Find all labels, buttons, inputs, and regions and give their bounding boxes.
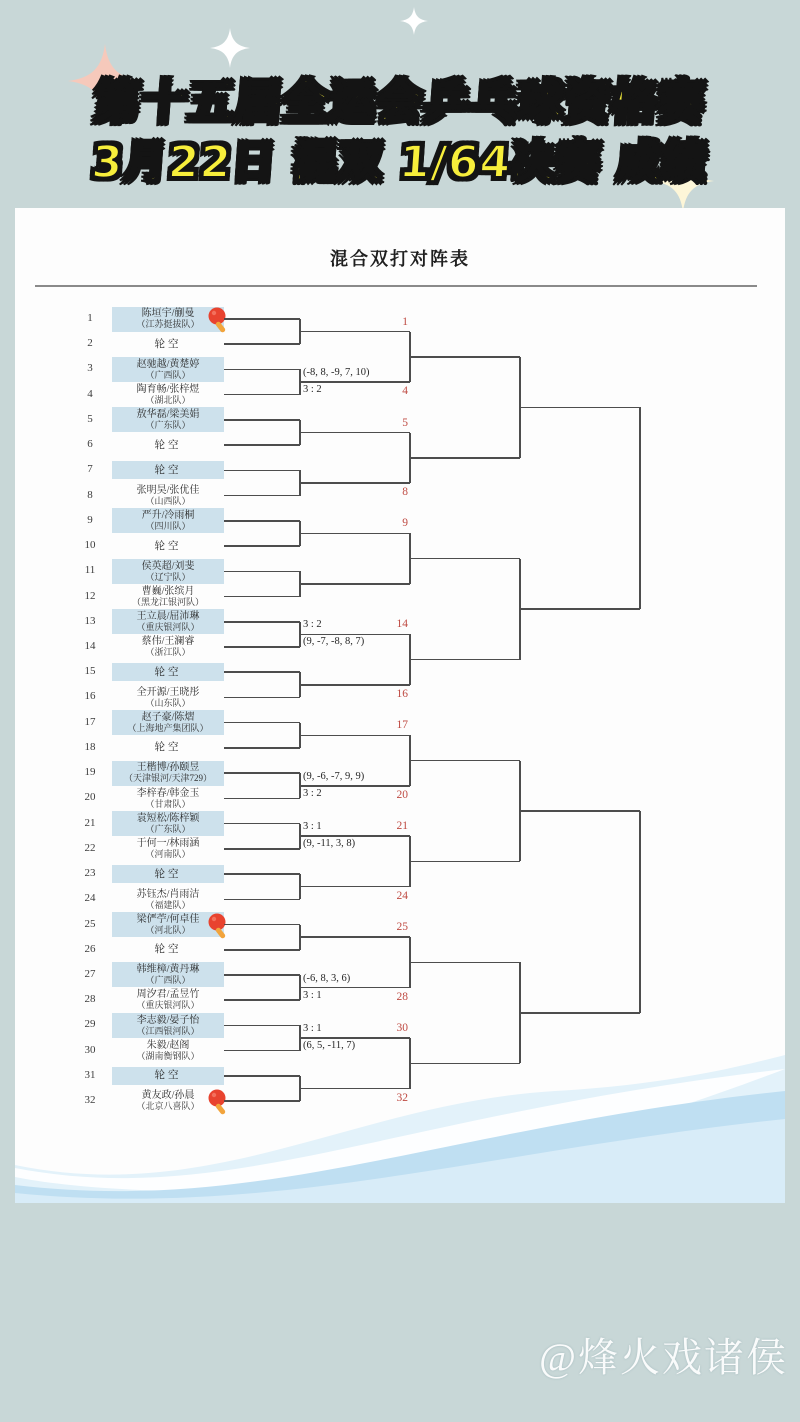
pair-team: （甘肃队） [145, 798, 191, 809]
bracket-entry [112, 584, 224, 609]
entry-line [224, 924, 300, 926]
entry-line [224, 318, 300, 320]
seed-number: 24 [84, 892, 96, 905]
bracket-entry [112, 537, 224, 555]
entry-line [224, 520, 300, 522]
seed-number: 5 [87, 412, 93, 425]
entry-line [224, 747, 300, 749]
winner-number: 30 [396, 1022, 408, 1035]
entry-line [224, 621, 300, 623]
match-score: (-8, 8, -9, 7, 10) [303, 367, 370, 379]
match-score: (6, 5, -11, 7) [303, 1040, 356, 1052]
entry-line [224, 343, 300, 345]
bracket-entry [112, 357, 224, 382]
pair-names: 赵子豪/陈熠 [141, 711, 195, 723]
round1-output [300, 987, 410, 989]
poster-title-line2: 3月22日 混双 1/64决赛 成绩 [90, 137, 710, 188]
seed-number: 9 [87, 513, 93, 526]
entry-line [224, 798, 300, 800]
entry-line [224, 470, 300, 472]
match-score: (9, -6, -7, 9, 9) [303, 770, 365, 782]
bye-label: 轮空 [154, 1070, 182, 1082]
round1-output [300, 835, 410, 837]
entry-line [224, 671, 300, 673]
bracket-entry [112, 761, 224, 786]
entry-line [224, 949, 300, 951]
bracket-entry [112, 407, 224, 432]
bracket-entry [112, 663, 224, 681]
round2-output [410, 962, 520, 964]
entry-line [224, 444, 300, 446]
round1-output [300, 381, 410, 383]
entry-line [224, 1025, 300, 1027]
entry-line [224, 646, 300, 648]
seed-number: 28 [84, 993, 96, 1006]
round3-output [520, 1012, 640, 1014]
pair-names: 侯英超/刘斐 [141, 560, 195, 572]
bracket-entry [112, 1013, 224, 1038]
entry-line [224, 419, 300, 421]
seed-number: 26 [84, 942, 96, 955]
bracket-entry [112, 461, 224, 479]
round1-output [300, 331, 410, 333]
seed-number: 1 [87, 312, 93, 324]
entry-line [224, 823, 300, 825]
match-score: 3 : 2 [303, 619, 322, 631]
round3-output [520, 810, 640, 812]
seed-number: 19 [84, 766, 96, 779]
winner-number: 24 [396, 889, 408, 902]
round2-output [410, 558, 520, 560]
match-score: (9, -7, -8, 8, 7) [303, 636, 365, 648]
entry-line [224, 848, 300, 850]
pair-team: （重庆银河队） [136, 622, 200, 632]
seed-number: 23 [84, 867, 96, 880]
table-tennis-paddle-icon [206, 912, 232, 942]
bye-label: 轮空 [154, 666, 182, 678]
table-tennis-paddle-icon [206, 306, 232, 336]
seed-number: 12 [84, 589, 96, 602]
pair-team: （黑龙江银河队） [131, 596, 204, 607]
entry-line [224, 571, 300, 573]
round4-connector [639, 407, 641, 609]
entry-line [224, 1100, 300, 1102]
bracket-entry [112, 483, 224, 508]
bracket-entry [112, 988, 224, 1013]
match-score: 3 : 1 [303, 989, 322, 1001]
seed-number: 16 [84, 690, 96, 703]
pair-names: 蔡伟/王澜睿 [141, 636, 195, 648]
winner-number: 32 [396, 1091, 408, 1104]
poster-title-line1: 第十五届全运会乒乓球资格赛 [92, 75, 708, 129]
pair-names: 韩维樟/黄丹琳 [136, 964, 200, 976]
pair-team: （福建队） [145, 899, 191, 910]
round1-output [300, 634, 410, 636]
seed-number: 21 [84, 816, 96, 829]
watermark: @烽火戏诸侯 [539, 1335, 788, 1380]
bye-label: 轮空 [154, 868, 182, 880]
bracket-entry [112, 941, 224, 959]
entry-line [224, 369, 300, 371]
bracket-entry [112, 1038, 224, 1063]
match-score: 3 : 1 [303, 821, 322, 833]
sparkle-icon [400, 0, 428, 42]
pair-names: 张明昊/张优佳 [136, 484, 200, 496]
pair-names: 梁俨苧/何卓佳 [136, 913, 200, 925]
round2-output [410, 760, 520, 762]
bracket-entry [112, 887, 224, 912]
bye-label: 轮空 [154, 540, 182, 552]
bye-label: 轮空 [154, 944, 182, 956]
bracket-entry [112, 609, 224, 634]
seed-number: 4 [87, 387, 93, 400]
pair-team: （广西队） [145, 369, 191, 380]
entry-line [224, 697, 300, 699]
seed-number: 31 [84, 1068, 96, 1081]
table-tennis-paddle-icon [206, 1088, 232, 1118]
bracket-entry [112, 1067, 224, 1085]
entry-line [224, 1050, 300, 1052]
pair-team: （湖南衡钢队） [136, 1050, 200, 1061]
round1-output [300, 583, 410, 585]
pair-names: 全开源/王晓彤 [136, 686, 200, 698]
winner-number: 9 [402, 517, 408, 530]
entry-line [224, 772, 300, 774]
bye-label: 轮空 [154, 338, 182, 350]
entry-line [224, 596, 300, 598]
winner-number: 25 [396, 921, 408, 934]
seed-number: 13 [84, 614, 96, 627]
winner-number: 21 [396, 820, 408, 833]
pair-team: （江西银河队） [136, 1025, 200, 1036]
seed-number: 20 [84, 791, 96, 804]
seed-number: 30 [84, 1043, 96, 1056]
pair-team: （江苏挺拔队） [136, 319, 200, 330]
bracket-entry [112, 508, 224, 533]
bracket-entry [112, 634, 224, 659]
pair-names: 李梓春/韩金玉 [136, 787, 200, 799]
bracket-entry [112, 559, 224, 584]
round2-output [410, 457, 520, 459]
winner-number: 14 [396, 618, 408, 631]
entry-line [224, 545, 300, 547]
seed-number: 7 [87, 463, 93, 476]
round1-output [300, 785, 410, 787]
seed-number: 8 [87, 488, 93, 501]
seed-number: 15 [84, 665, 96, 678]
pair-names: 黄友政/孙晨 [141, 1090, 195, 1102]
round1-output [300, 482, 410, 484]
pair-team: （山东队） [145, 697, 191, 708]
pair-names: 李志毅/晏子怡 [136, 1014, 200, 1026]
pair-team: （河南队） [145, 849, 191, 860]
match-score: 3 : 2 [303, 384, 322, 396]
entry-line [224, 999, 300, 1001]
pair-team: （河北队） [145, 924, 191, 935]
seed-number: 27 [84, 967, 96, 980]
winner-number: 17 [396, 719, 408, 732]
winner-number: 28 [396, 990, 408, 1003]
bracket-entry [112, 685, 224, 710]
pair-team: （广东队） [145, 420, 191, 431]
seed-number: 22 [84, 841, 96, 854]
pair-team: （重庆银河队） [136, 1000, 200, 1011]
bracket-entry [112, 836, 224, 861]
pair-names: 周汐君/孟昱竹 [136, 989, 200, 1001]
bracket-entry [112, 335, 224, 353]
entry-line [224, 974, 300, 976]
bye-label: 轮空 [154, 439, 182, 451]
pair-team: （广东队） [145, 823, 191, 834]
seed-number: 2 [87, 337, 93, 350]
bracket-entry [112, 811, 224, 836]
round1-output [300, 533, 410, 535]
seed-number: 6 [87, 438, 93, 451]
winner-number: 8 [402, 485, 408, 498]
round1-output [300, 432, 410, 434]
pair-team: （天津银河/天津729） [123, 773, 212, 784]
seed-number: 11 [84, 564, 96, 577]
seed-number: 25 [84, 917, 96, 930]
pair-names: 赵驰越/黄楚婷 [136, 358, 200, 370]
pair-team: （浙江队） [145, 647, 191, 658]
pair-names: 曹巍/张缤月 [141, 585, 195, 597]
bracket-entry [112, 739, 224, 757]
pair-names: 敖华磊/梁美娟 [136, 409, 200, 421]
seed-number: 29 [84, 1018, 96, 1031]
round4-connector [639, 811, 641, 1013]
winner-number: 16 [396, 687, 408, 700]
entry-line [224, 1075, 300, 1077]
entry-line [224, 873, 300, 875]
bracket-entry [112, 710, 224, 735]
seed-number: 18 [84, 740, 96, 753]
round3-output [520, 608, 640, 610]
pair-names: 苏钰杰/肖雨洁 [136, 888, 200, 900]
round3-output [520, 407, 640, 409]
winner-number: 1 [402, 315, 408, 328]
match-score: 3 : 2 [303, 787, 322, 799]
match-score: (-6, 8, 3, 6) [303, 972, 351, 984]
seed-number: 32 [84, 1094, 96, 1107]
pair-team: （广西队） [145, 975, 191, 986]
pair-team: （山西队） [145, 495, 191, 506]
pair-names: 严升/冷雨桐 [141, 510, 195, 522]
heading-rule [35, 285, 757, 287]
seed-number: 17 [84, 715, 96, 728]
entry-line [224, 899, 300, 901]
round1-output [300, 735, 410, 737]
winner-number: 4 [402, 385, 408, 398]
pair-team: （上海地产集团队） [127, 722, 209, 733]
pair-names: 朱毅/赵阁 [146, 1039, 190, 1051]
round1-output [300, 936, 410, 938]
winner-number: 20 [396, 788, 408, 801]
pair-names: 陶育畅/张梓煜 [136, 383, 200, 395]
seed-number: 14 [84, 639, 96, 652]
bracket-entry [112, 382, 224, 407]
bracket-entry [112, 436, 224, 454]
pair-team: （四川队） [145, 521, 191, 532]
seed-number: 3 [87, 362, 93, 375]
pair-team: （辽宁队） [145, 571, 191, 582]
round2-output [410, 356, 520, 358]
pair-names: 于何一/林雨涵 [136, 838, 200, 850]
pair-team: （北京八喜队） [136, 1101, 200, 1112]
winner-number: 5 [402, 416, 408, 429]
round1-output [300, 684, 410, 686]
bye-label: 轮空 [154, 742, 182, 754]
pair-names: 袁短松/陈梓颖 [136, 812, 200, 824]
bracket-heading: 混合双打对阵表 [330, 249, 470, 269]
sparkle-icon [210, 28, 250, 68]
round1-output [300, 1037, 410, 1039]
pair-names: 王立晨/屈沛琳 [136, 611, 200, 622]
match-score: 3 : 1 [303, 1023, 322, 1035]
round1-output [300, 886, 410, 888]
round2-output [410, 1063, 520, 1065]
seed-number: 10 [84, 539, 96, 552]
entry-line [224, 495, 300, 497]
round1-output [300, 1088, 410, 1090]
entry-line [224, 722, 300, 724]
bracket-entry [112, 962, 224, 987]
match-score: (9, -11, 3, 8) [303, 838, 356, 850]
pair-team: （湖北队） [145, 394, 191, 405]
pair-names: 陈垣宇/蒯曼 [141, 308, 195, 320]
round2-output [410, 861, 520, 863]
pair-names: 王楷博/孙颐昱 [136, 762, 200, 774]
bye-label: 轮空 [154, 464, 182, 476]
bracket-entry [112, 865, 224, 883]
entry-line [224, 394, 300, 396]
round2-output [410, 659, 520, 661]
bracket-entry [112, 786, 224, 811]
